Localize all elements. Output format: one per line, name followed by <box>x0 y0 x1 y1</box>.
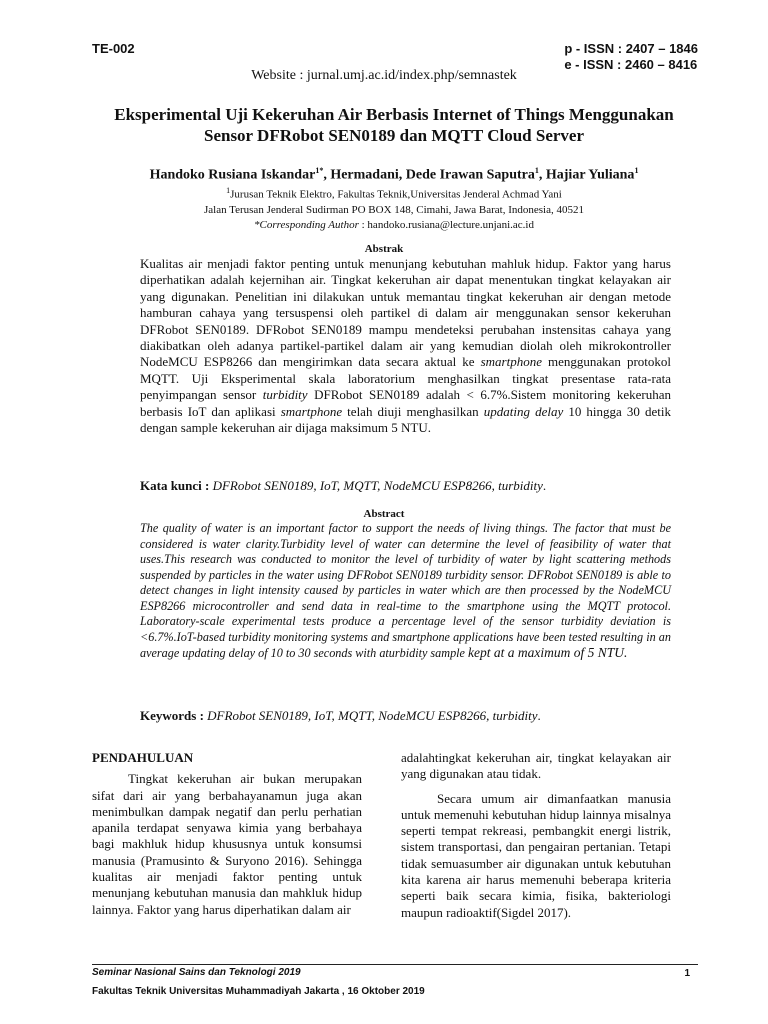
abstrak-text-1: Kualitas air menjadi faktor penting untuk menunjang kebutuhan mahluk hidup. Faktor yang harus diperhatikan adalah kejernihan air. Tingkat kekeruhan air dapat menentukan tingkat kelayakan air yang digunakan. Penelitian ini dilakukan untuk memantau tingkat kekeruhan air dengan metode hamburan cahaya yang tersuspensi oleh partikel di dalam air menggunakan sensor kekeruhan DFRobot SEN0189. DFRobot SEN0189 mampu mendeteksi perubahan instensitas cahaya yang diakibatkan oleh adanya partikel-partikel dalam air yang kemudian diolah oleh mikrokontroller NodeMCU ESP8266 dan mengirimkan data secara aktual ke <box>140 256 671 370</box>
footer-faculty: Fakultas Teknik Universitas Muhammadiyah Jakarta , 16 Oktober 2019 <box>92 986 425 997</box>
section-heading-pendahuluan: PENDAHULUAN <box>92 750 194 765</box>
abstract-heading: Abstract <box>363 508 405 520</box>
intro-right-column <box>401 750 671 921</box>
abstrak-text-4: telah diuji menghasilkan <box>342 403 484 419</box>
kata-kunci-end: . <box>542 478 547 493</box>
kata-kunci-label: Kata kunci : <box>140 478 213 493</box>
conference-code: TE-002 <box>92 41 135 56</box>
page-number: 1 <box>684 968 690 979</box>
affil-line-1: Jurusan Teknik Elektro, Fakultas Teknik,Universitas Jenderal Achmad Yani <box>230 188 562 201</box>
affil-sup: 1 <box>226 186 231 195</box>
affil-line-2: Jalan Terusan Jenderal Sudirman PO BOX 148, Cimahi, Jawa Barat, Indonesia, 40521 <box>204 203 584 216</box>
title-line-2: Sensor DFRobot SEN0189 dan MQTT Cloud Server <box>203 126 585 145</box>
author-list <box>60 166 728 184</box>
e-issn: e - ISSN : 2460 – 8416 <box>564 57 698 72</box>
kata-kunci-value: DFRobot SEN0189, IoT, MQTT, NodeMCU ESP8266, turbidity <box>212 478 543 493</box>
abstrak-text-3: DFRobot SEN0189 adalah < 6.7%.Sistem monitoring kekeruhan berbasis IoT dan aplikasi <box>140 387 671 419</box>
author-3: , Hajiar Yuliana <box>538 167 635 183</box>
p-issn: p - ISSN : 2407 – 1846 <box>564 41 698 56</box>
abstrak-text-5: 10 hingga 30 detik dengan sample kekeruhan air dijaga maksimum 5 NTU. <box>140 403 671 436</box>
author-2: , Hermadani, Dede Irawan Saputra <box>323 167 535 183</box>
author-2-sup: 1 <box>534 166 539 175</box>
abstrak-italic-3: smartphone <box>280 403 343 419</box>
footer-divider <box>92 964 698 965</box>
abstrak-text-2: menggunakan protokol MQTT. Uji Eksperimental skala laboratorium menghasilkan tingkat presentase rata-rata penyimpangan sensor <box>140 354 671 403</box>
intro-left-column <box>92 750 362 918</box>
corresponding-email: : handoko.rusiana@lecture.unjani.ac.id <box>361 218 534 231</box>
keywords-end: . <box>537 708 541 723</box>
intro-paragraph-1: Tingkat kekeruhan air bukan merupakan sifat dari air yang berbahayanamun juga akan menimbulkan dampak negatif dan perlu perhatian apanila terdapat senyawa kimia yang berbahaya bagi makhluk hidup khususnya untuk konsumsi manusia (Pramusinto & Suryono 2016). Sehingga kualitas air menjadi faktor penting untuk menunjang kebutuhan manusia dan mahkluk hidup lainnya. Faktor yang harus diperhatikan dalam air <box>92 771 362 917</box>
intro-paragraph-3: Secara umum air dimanfaatkan manusia untuk memenuhi kebutuhan hidup lainnya misalnya seperti tempat rekreasi, pembangkit energi listrik, sistem transportasi, dan pengairan pertanian. Tetapi tidak semuasumber air digunakan untuk kebutuhan kita karena air harus memenuhi beberapa kriteria seperti baik secara kimia, fisika, bakteriologi maupun radioaktif(Sigdel 2017). <box>401 790 671 920</box>
corresponding-label: *Corresponding Author <box>254 218 359 231</box>
abstract-body <box>140 521 671 662</box>
footer-seminar: Seminar Nasional Sains dan Teknologi 2019 <box>92 967 301 978</box>
abstract-text-end: kept at a maximum of 5 NTU. <box>468 645 628 660</box>
keywords-label: Keywords : <box>140 708 208 723</box>
abstrak-body <box>140 256 671 436</box>
paper-title <box>60 104 728 146</box>
abstrak-italic-4: updating delay <box>483 403 564 419</box>
abstrak-italic-1: smartphone <box>480 354 542 370</box>
keywords-value: DFRobot SEN0189, IoT, MQTT, NodeMCU ESP8266, turbidity <box>207 708 538 723</box>
abstract-text: The quality of water is an important factor to support the needs of living things. The factor that must be considered is water clarity.Turbidity level of water can determine the level of feasibility of water that uses.This research was conducted to monitor the level of turbidity of water by light scattering methods suspended by particles in the water using DFRobot SEN0189 turbidity sensor. DFRobot SEN0189 is able to detect changes in light intensity caused by particles in water which are then processed by the NodeMCU ESP8266 microcontroller and send data in real-time to the smartphone using the MQTT protocol. Laboratory-scale experimental tests produce a percentage level of the sensor turbidity deviation is <6.7%.IoT-based turbidity monitoring systems and smartphone applications have been tested resulting in an average updating delay of 10 to 30 seconds with aturbidity sample <box>140 521 671 660</box>
author-1-sup: 1* <box>315 166 324 175</box>
intro-paragraph-2: adalahtingkat kekeruhan air, tingkat kelayakan air yang digunakan atau tidak. <box>401 750 671 782</box>
author-1: Handoko Rusiana Iskandar <box>149 167 316 183</box>
keywords <box>140 708 671 724</box>
author-3-sup: 1 <box>634 166 639 175</box>
abstrak-italic-2: turbidity <box>262 387 308 403</box>
abstrak-heading: Abstrak <box>364 243 404 255</box>
website-line: Website : jurnal.umj.ac.id/index.php/semnastek <box>251 68 517 83</box>
affiliation <box>60 183 728 233</box>
title-line-1: Eksperimental Uji Kekeruhan Air Berbasis Internet of Things Menggunakan <box>114 105 674 124</box>
kata-kunci <box>140 478 671 494</box>
